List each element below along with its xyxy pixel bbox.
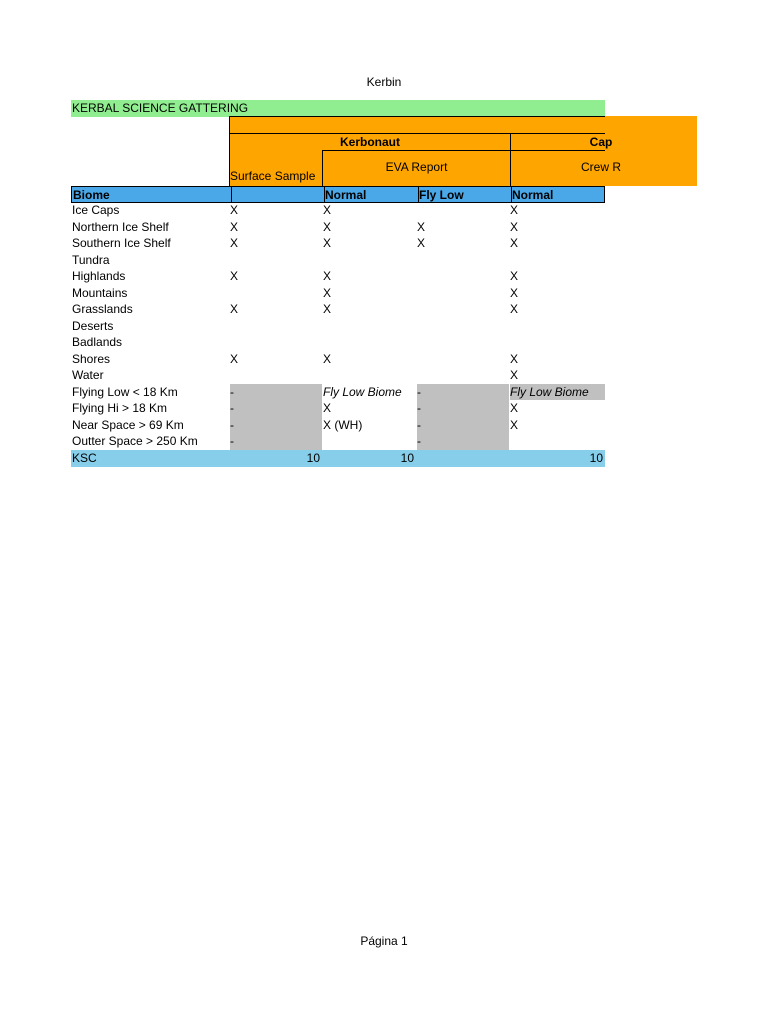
surface-sample-cell <box>230 318 322 335</box>
table-row <box>71 202 605 219</box>
table-row <box>71 433 605 450</box>
eva-normal-cell: X (WH) <box>323 417 363 432</box>
biome-cell: Shores <box>72 351 111 366</box>
total-crew-normal: 10 <box>589 451 603 465</box>
total-label: KSC <box>72 451 97 465</box>
table-row <box>71 351 605 368</box>
crew-normal-cell: Fly Low Biome <box>510 384 605 401</box>
eva-fly-low-cell <box>417 268 509 285</box>
eva-normal-cell: X <box>323 269 332 283</box>
total-surface-sample: 10 <box>306 451 320 465</box>
eva-normal-cell: X <box>323 203 332 217</box>
crew-normal-cell <box>510 318 605 335</box>
table-row <box>71 235 605 252</box>
crew-normal-cell: X <box>510 368 519 382</box>
biome-cell: Water <box>72 368 104 382</box>
column-header-biome: Biome <box>73 188 110 202</box>
surface-sample-cell: - <box>230 400 322 417</box>
total-eva-fly-low <box>417 450 509 467</box>
column-header-surface <box>231 187 324 202</box>
surface-sample-cell: X <box>230 219 239 234</box>
surface-sample-cell: X <box>230 236 239 250</box>
table-row <box>71 367 605 384</box>
biome-cell: Highlands <box>72 269 126 283</box>
crew-normal-cell: X <box>510 285 519 300</box>
eva-normal-cell <box>323 334 416 351</box>
eva-fly-low-cell: - <box>417 417 509 434</box>
surface-sample-cell <box>230 252 322 269</box>
crew-normal-cell <box>510 252 605 269</box>
surface-sample-cell <box>230 334 322 351</box>
sheet-title: KERBAL SCIENCE GATTERING <box>71 100 605 117</box>
biome-cell: Ice Caps <box>72 203 120 217</box>
biome-cell: Outter Space > 250 Km <box>72 434 198 448</box>
eva-fly-low-cell: X <box>417 219 426 234</box>
crew-normal-cell: X <box>510 302 519 316</box>
biome-cell: Badlands <box>72 335 123 349</box>
eva-normal-cell: X <box>323 236 332 250</box>
eva-fly-low-cell <box>417 285 509 302</box>
eva-normal-cell <box>323 367 416 384</box>
eva-fly-low-cell <box>417 367 509 384</box>
biome-cell: Near Space > 69 Km <box>72 417 184 432</box>
eva-normal-cell <box>323 252 416 269</box>
eva-normal-cell: X <box>323 285 332 300</box>
eva-normal-cell: Fly Low Biome <box>323 384 402 399</box>
biome-cell: Flying Low < 18 Km <box>72 384 178 399</box>
column-header-eva-fly-low: Fly Low <box>418 187 511 202</box>
surface-sample-cell: X <box>230 302 239 316</box>
eva-fly-low-cell <box>417 351 509 368</box>
surface-sample-cell <box>230 285 322 302</box>
surface-sample-cell: X <box>230 203 239 217</box>
eva-fly-low-cell: - <box>417 400 509 417</box>
sub-header-eva-report: EVA Report <box>385 160 448 174</box>
table-row <box>71 318 605 335</box>
crew-normal-cell <box>510 334 605 351</box>
column-header-row <box>71 186 605 203</box>
table-row <box>71 301 605 318</box>
page-footer: Página 1 <box>360 934 408 948</box>
group-header-kerbonaut: Kerbonaut <box>340 135 400 149</box>
biome-cell: Southern Ice Shelf <box>72 236 171 250</box>
surface-sample-cell: X <box>230 351 239 366</box>
eva-fly-low-cell: X <box>417 236 426 250</box>
header-sub-rule <box>322 150 605 151</box>
biome-cell: Mountains <box>72 285 128 300</box>
surface-sample-cell: - <box>230 384 322 401</box>
sub-header-surface-sample: Surface Sample <box>230 169 316 183</box>
column-header-eva-normal: Normal <box>324 187 418 202</box>
crew-normal-cell: X <box>510 351 519 366</box>
table-row <box>71 219 605 236</box>
eva-normal-cell: X <box>323 351 332 366</box>
surface-sample-cell: - <box>230 433 322 450</box>
crew-normal-cell: X <box>510 417 519 432</box>
group-header-capsule: Cap <box>589 135 613 149</box>
crew-normal-cell <box>510 433 605 450</box>
biome-cell: Flying Hi > 18 Km <box>72 401 168 415</box>
eva-fly-low-cell <box>417 252 509 269</box>
page-header-title: Kerbin <box>366 75 402 89</box>
biome-cell: Tundra <box>72 252 110 267</box>
total-row <box>71 450 605 467</box>
crew-normal-cell: X <box>510 401 519 415</box>
table-row <box>71 285 605 302</box>
biome-cell: Northern Ice Shelf <box>72 219 169 234</box>
sub-header-crew-report: Crew R <box>580 160 621 174</box>
total-eva-normal: 10 <box>400 451 414 465</box>
table-row <box>71 400 605 417</box>
header-top-rule <box>229 116 605 117</box>
eva-fly-low-cell <box>417 334 509 351</box>
table-row <box>71 384 605 401</box>
crew-normal-cell: X <box>510 203 519 217</box>
eva-fly-low-cell <box>417 318 509 335</box>
eva-normal-cell <box>323 318 416 335</box>
biome-cell: Deserts <box>72 318 114 333</box>
surface-sample-cell: - <box>230 417 322 434</box>
table-row <box>71 417 605 434</box>
table-row <box>71 252 605 269</box>
crew-normal-cell: X <box>510 236 519 250</box>
biome-cell: Grasslands <box>72 302 133 316</box>
eva-fly-low-cell: - <box>417 433 509 450</box>
eva-normal-cell: X <box>323 401 332 415</box>
table-row <box>71 334 605 351</box>
column-header-crew-normal: Normal <box>511 187 607 202</box>
crew-normal-cell: X <box>510 269 519 283</box>
eva-fly-low-cell <box>417 202 509 219</box>
surface-sample-cell <box>230 367 322 384</box>
eva-normal-cell: X <box>323 302 332 316</box>
eva-normal-cell: X <box>323 219 332 234</box>
eva-fly-low-cell <box>417 301 509 318</box>
eva-normal-cell <box>323 433 416 450</box>
eva-fly-low-cell: - <box>417 384 509 401</box>
crew-normal-cell: X <box>510 219 519 234</box>
surface-sample-cell: X <box>230 269 239 283</box>
table-row <box>71 268 605 285</box>
